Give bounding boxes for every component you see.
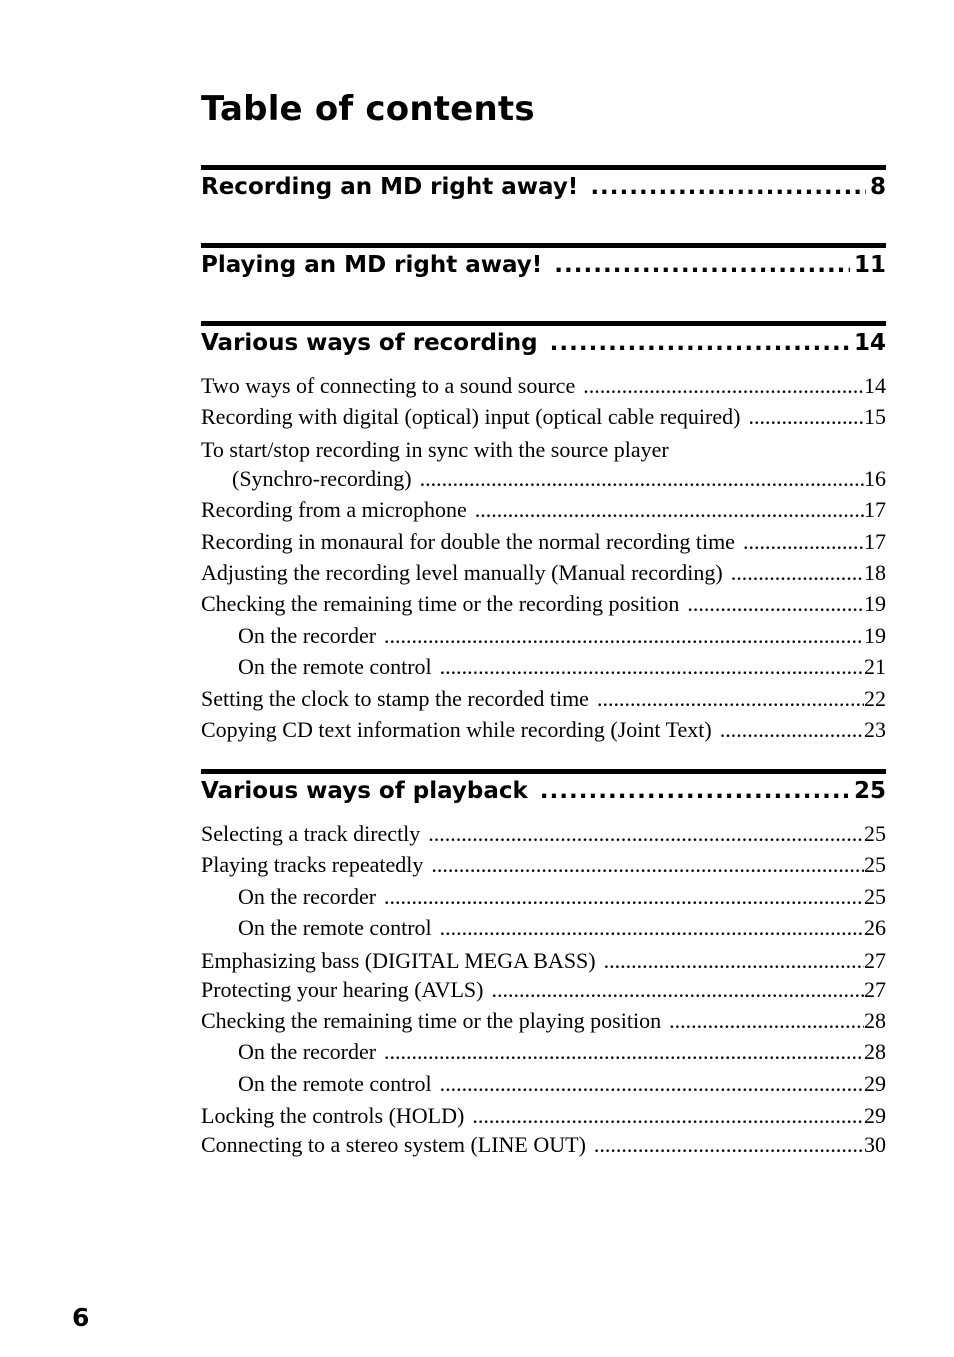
toc-entry-label: Checking the remaining time or the playing position (201, 1007, 662, 1033)
toc-entry-label: On the remote control (238, 654, 432, 680)
toc-entry-label: Emphasizing bass (DIGITAL MEGA BASS) (201, 947, 596, 973)
toc-entry-page: 19 (864, 591, 886, 617)
toc-section-various-playback (201, 769, 886, 1161)
toc-entry-page: 18 (864, 559, 886, 585)
dot-leader (597, 683, 864, 714)
dot-leader (420, 463, 864, 494)
toc-section-recording-right-away (201, 165, 886, 214)
toc-entry-label: On the recorder (238, 1039, 377, 1065)
dot-leader (590, 174, 866, 200)
toc-section-playing-right-away (201, 243, 886, 292)
toc-entry[interactable] (201, 1129, 886, 1160)
toc-entry-label: On the recorder (238, 622, 377, 648)
toc-entry-page: 28 (864, 1039, 886, 1065)
toc-entry-label: To start/stop recording in sync with the source player (201, 436, 669, 462)
dot-leader (731, 557, 864, 588)
toc-entry[interactable] (201, 370, 886, 401)
dot-leader (748, 401, 864, 432)
dot-leader (554, 252, 850, 278)
toc-entry-page: 14 (864, 373, 886, 398)
toc-heading-row[interactable] (201, 778, 886, 818)
toc-entry[interactable] (201, 974, 886, 1005)
toc-entry-page: 19 (864, 622, 886, 648)
section-divider (201, 321, 886, 326)
toc-heading-page: 25 (853, 778, 886, 804)
toc-subentry[interactable] (201, 881, 886, 912)
toc-entry-page: 15 (864, 404, 886, 430)
toc-entry-page: 26 (864, 915, 886, 941)
toc-entry[interactable] (201, 714, 886, 745)
dot-leader (431, 849, 864, 880)
toc-entry-label: (Synchro-recording) (232, 465, 412, 491)
toc-subentry[interactable] (201, 620, 886, 651)
section-divider (201, 165, 886, 170)
toc-entry-page: 30 (864, 1132, 886, 1158)
toc-heading-label: Playing an MD right away! (201, 252, 543, 278)
dot-leader (540, 778, 850, 804)
toc-entry-label: On the remote control (238, 915, 432, 941)
toc-entry-label: Copying CD text information while recording (Joint Text) (201, 716, 712, 742)
toc-entry-continuation[interactable] (201, 463, 886, 494)
toc-entry-label: On the remote control (238, 1070, 432, 1096)
toc-entry-label: Playing tracks repeatedly (201, 852, 424, 878)
dot-leader (687, 588, 864, 619)
dot-leader (743, 526, 864, 557)
dot-leader (550, 330, 850, 356)
dot-leader (472, 1102, 864, 1129)
toc-entry-label: Connecting to a stereo system (LINE OUT) (201, 1132, 586, 1158)
dot-leader (492, 974, 865, 1005)
toc-subentry[interactable] (201, 912, 886, 943)
dot-leader (428, 818, 864, 849)
toc-entry[interactable] (201, 1005, 886, 1036)
toc-entry-page: 28 (864, 1007, 886, 1033)
toc-entry[interactable] (201, 494, 886, 525)
toc-entry-label: Setting the clock to stamp the recorded time (201, 685, 589, 711)
page-number: 6 (72, 1303, 90, 1332)
dot-leader (604, 947, 864, 974)
toc-heading-page: 11 (853, 252, 886, 278)
toc-entry-page: 25 (864, 852, 886, 878)
dot-leader (583, 370, 864, 401)
toc-heading-page: 14 (853, 330, 886, 356)
dot-leader (440, 651, 864, 682)
toc-section-various-recording (201, 321, 886, 745)
toc-entry-label: Recording from a microphone (201, 497, 467, 523)
toc-heading-label: Recording an MD right away! (201, 174, 579, 200)
toc-entry-label: Checking the remaining time or the recording position (201, 591, 680, 617)
toc-entry-label: Selecting a track directly (201, 821, 421, 846)
toc-entry-page: 25 (864, 883, 886, 909)
toc-entry[interactable] (201, 526, 886, 557)
toc-entry-label: Two ways of connecting to a sound source (201, 373, 576, 398)
page-title: Table of contents (201, 89, 535, 129)
toc-heading-row[interactable] (201, 174, 886, 214)
toc-heading-label: Various ways of playback (201, 778, 528, 804)
section-divider (201, 243, 886, 248)
section-divider (201, 769, 886, 774)
toc-entry-page: 21 (864, 654, 886, 680)
toc-entry-label: Locking the controls (HOLD) (201, 1103, 465, 1129)
toc-entry-page: 16 (864, 465, 886, 491)
toc-entry[interactable] (201, 1102, 886, 1129)
toc-entry-label: Protecting your hearing (AVLS) (201, 976, 484, 1002)
toc-entry-label: Recording with digital (optical) input (optical cable required) (201, 404, 741, 430)
toc-entry[interactable] (201, 588, 886, 619)
dot-leader (720, 714, 864, 745)
dot-leader (384, 1036, 864, 1067)
toc-entry-page: 17 (864, 528, 886, 554)
toc-entry-page: 29 (864, 1103, 886, 1129)
dot-leader (384, 881, 864, 912)
toc-entry[interactable] (201, 437, 886, 463)
toc-entry-page: 23 (864, 716, 886, 742)
toc-entry[interactable] (201, 947, 886, 974)
dot-leader (594, 1129, 864, 1160)
toc-entry[interactable] (201, 401, 886, 432)
toc-entry-page: 27 (864, 976, 886, 1002)
toc-subentry[interactable] (201, 1068, 886, 1099)
toc-heading-row[interactable] (201, 252, 886, 292)
toc-entry[interactable] (201, 849, 886, 880)
dot-leader (384, 620, 864, 651)
toc-heading-row[interactable] (201, 330, 886, 370)
toc-entry[interactable] (201, 818, 886, 849)
toc-entry-label: Adjusting the recording level manually (Manual recording) (201, 559, 723, 585)
toc-entry-page: 22 (864, 685, 886, 711)
dot-leader (440, 1068, 864, 1099)
dot-leader (440, 912, 864, 943)
toc-entry-label: On the recorder (238, 883, 377, 909)
toc-entry-page: 17 (864, 497, 886, 523)
toc-entry-page: 29 (864, 1070, 886, 1096)
dot-leader (669, 1005, 864, 1036)
toc-entry[interactable] (201, 683, 886, 714)
toc-entry[interactable] (201, 557, 886, 588)
toc-heading-page: 8 (869, 174, 886, 200)
toc-entry-page: 25 (864, 821, 886, 846)
toc-subentry[interactable] (201, 1036, 886, 1067)
toc-heading-label: Various ways of recording (201, 330, 538, 356)
dot-leader (475, 494, 864, 525)
toc-entry-page: 27 (864, 947, 886, 973)
toc-entry-label: Recording in monaural for double the normal recording time (201, 528, 735, 554)
toc-subentry[interactable] (201, 651, 886, 682)
